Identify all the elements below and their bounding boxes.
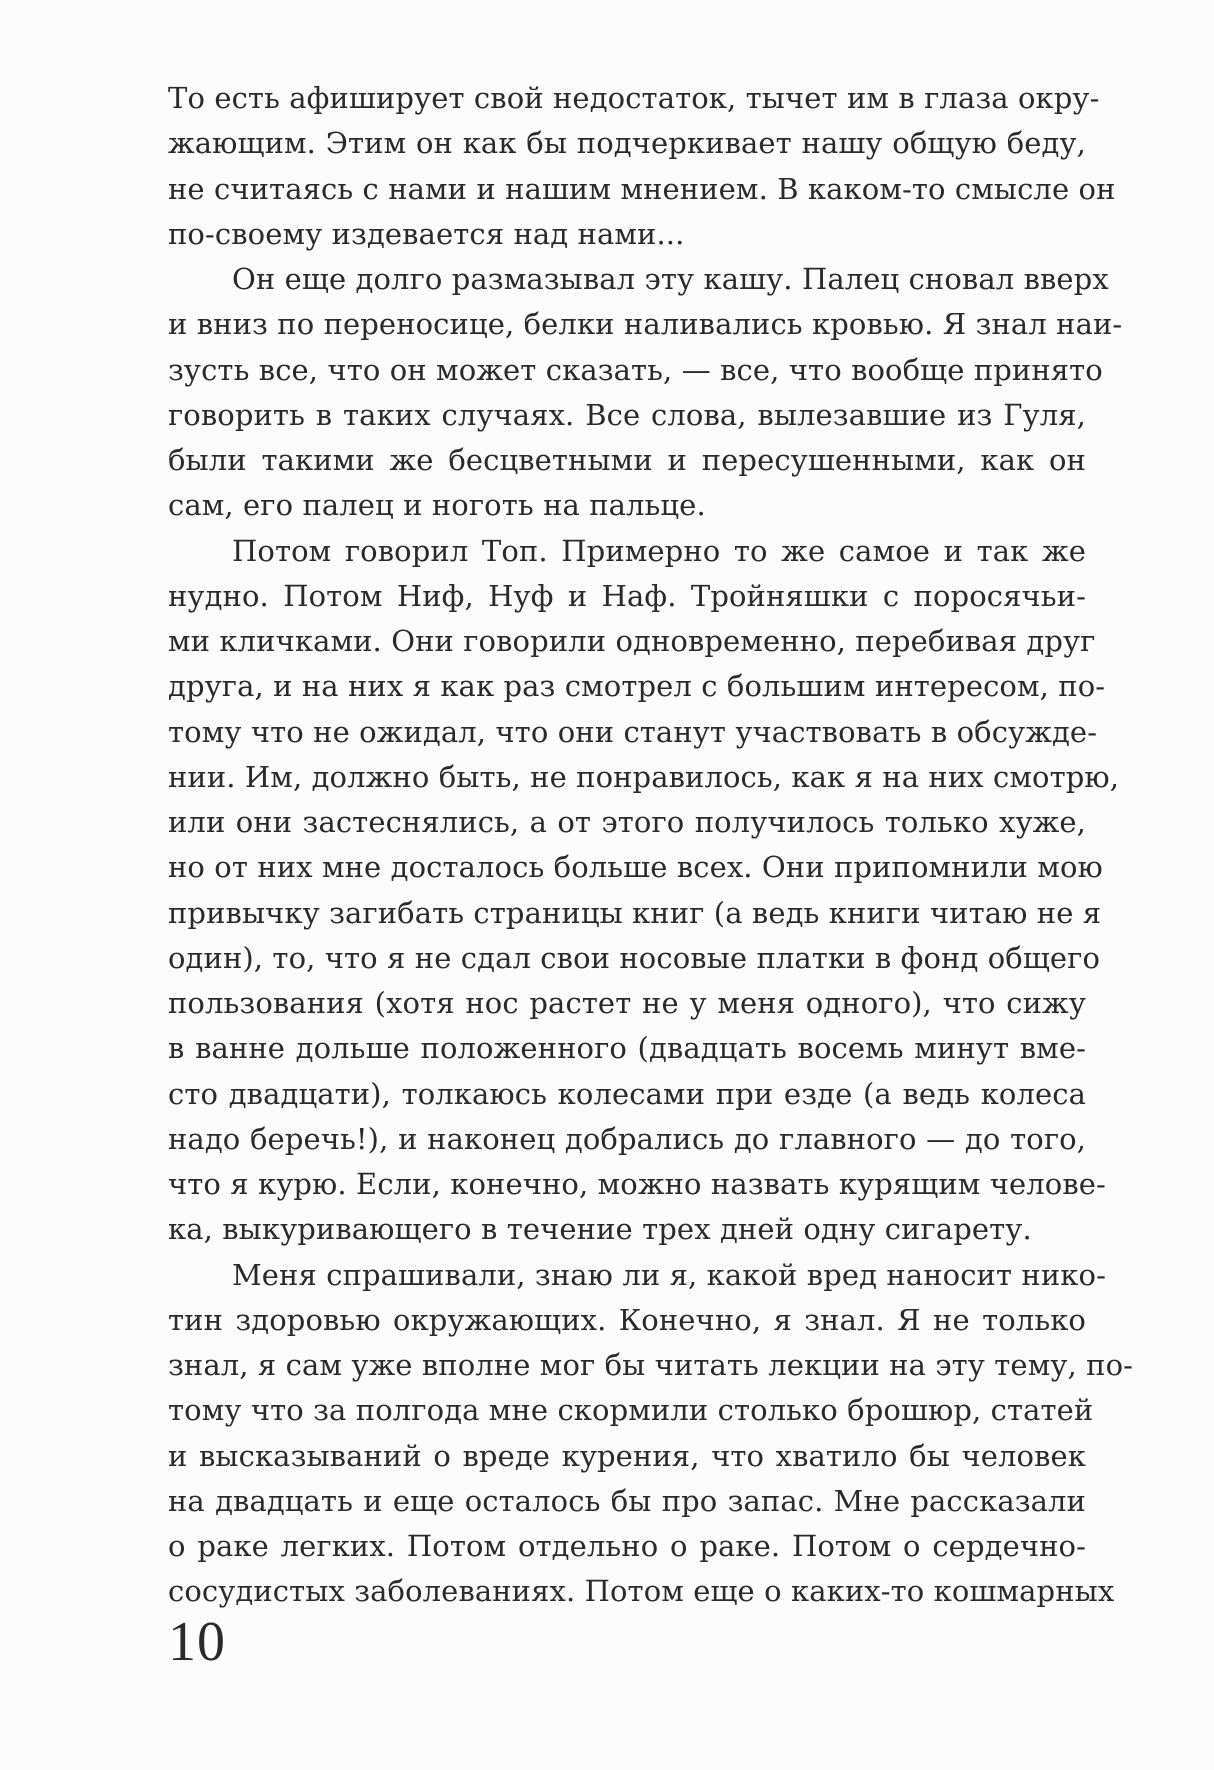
text-line: надо беречь!), и наконец добрались до главного — до того, xyxy=(168,1121,1086,1156)
text-line: но от них мне досталось больше всех. Они припомнили мою xyxy=(168,850,1103,885)
text-line: Потом говорил Топ. Примерно то же самое и так же xyxy=(232,533,1086,568)
text-line: Меня спрашивали, знаю ли я, какой вред наносит нико- xyxy=(232,1257,1106,1292)
text-line: на двадцать и еще осталось бы про запас. Мне рассказали xyxy=(168,1483,1086,1518)
text-line: привычку загибать страницы книг (а ведь книги читаю не я xyxy=(168,895,1102,930)
text-line: что я курю. Если, конечно, можно назвать курящим челове- xyxy=(168,1167,1106,1201)
text-line: нии. Им, должно быть, не понравилось, как я на них смотрю, xyxy=(168,759,1120,794)
text-line: тому что не ожидал, что они станут участвовать в обсужде- xyxy=(168,714,1098,749)
text-line: о раке легких. Потом отдельно о раке. Потом о сердечно- xyxy=(168,1529,1086,1563)
text-line: сосудистых заболеваниях. Потом еще о каких-то кошмарных xyxy=(168,1574,1115,1609)
text-line: и вниз по переносице, белки наливались кровью. Я знал наи- xyxy=(168,307,1123,342)
text-line: друга, и на них я как раз смотрел с большим интересом, по- xyxy=(168,669,1106,704)
text-line: или они застеснялись, а от этого получилось только хуже, xyxy=(168,805,1086,839)
text-line: сам, его палец и ноготь на пальце. xyxy=(168,488,706,523)
text-line: нудно. Потом Ниф, Нуф и Наф. Тройняшки с поросячьи- xyxy=(168,578,1086,613)
text-line: тин здоровью окружающих. Конечно, я знал. Я не только xyxy=(168,1302,1086,1337)
text-line: по-своему издевается над нами... xyxy=(168,216,685,251)
text-line: жающим. Этим он как бы подчеркивает нашу общую беду, xyxy=(168,126,1086,161)
text-line: в ванне дольше положенного (двадцать восемь минут вме- xyxy=(168,1031,1086,1066)
body-text xyxy=(168,76,1134,1615)
text-line: ка, выкуривающего в течение трех дней одну сигарету. xyxy=(168,1212,1032,1247)
text-line: пользования (хотя нос растет не у меня одного), что сижу xyxy=(168,986,1086,1020)
text-line: Он еще долго размазывал эту кашу. Палец сновал вверх xyxy=(232,262,1109,296)
text-line: зусть все, что он может сказать, — все, что вообще принято xyxy=(168,352,1103,387)
text-line: были такими же бесцветными и пересушенными, как он xyxy=(168,443,1086,477)
page-number: 10 xyxy=(168,1611,226,1673)
text-line: и высказываний о вреде курения, что хватило бы человек xyxy=(168,1438,1086,1473)
text-line: сто двадцати), толкаюсь колесами при езде (а ведь колеса xyxy=(168,1076,1086,1111)
text-line: знал, я сам уже вполне мог бы читать лекции на эту тему, по- xyxy=(168,1348,1134,1382)
text-line: не считаясь с нами и нашим мнением. В каком-то смысле он xyxy=(168,171,1116,206)
text-line: говорить в таких случаях. Все слова, вылезавшие из Гуля, xyxy=(168,397,1086,432)
text-line: один), то, что я не сдал свои носовые платки в фонд общего xyxy=(168,940,1101,975)
text-line: То есть афиширует свой недостаток, тычет им в глаза окру- xyxy=(168,81,1100,115)
text-line: тому что за полгода мне скормили столько брошюр, статей xyxy=(168,1393,1094,1428)
text-line: ми кличками. Они говорили одновременно, перебивая друг xyxy=(168,624,1096,658)
